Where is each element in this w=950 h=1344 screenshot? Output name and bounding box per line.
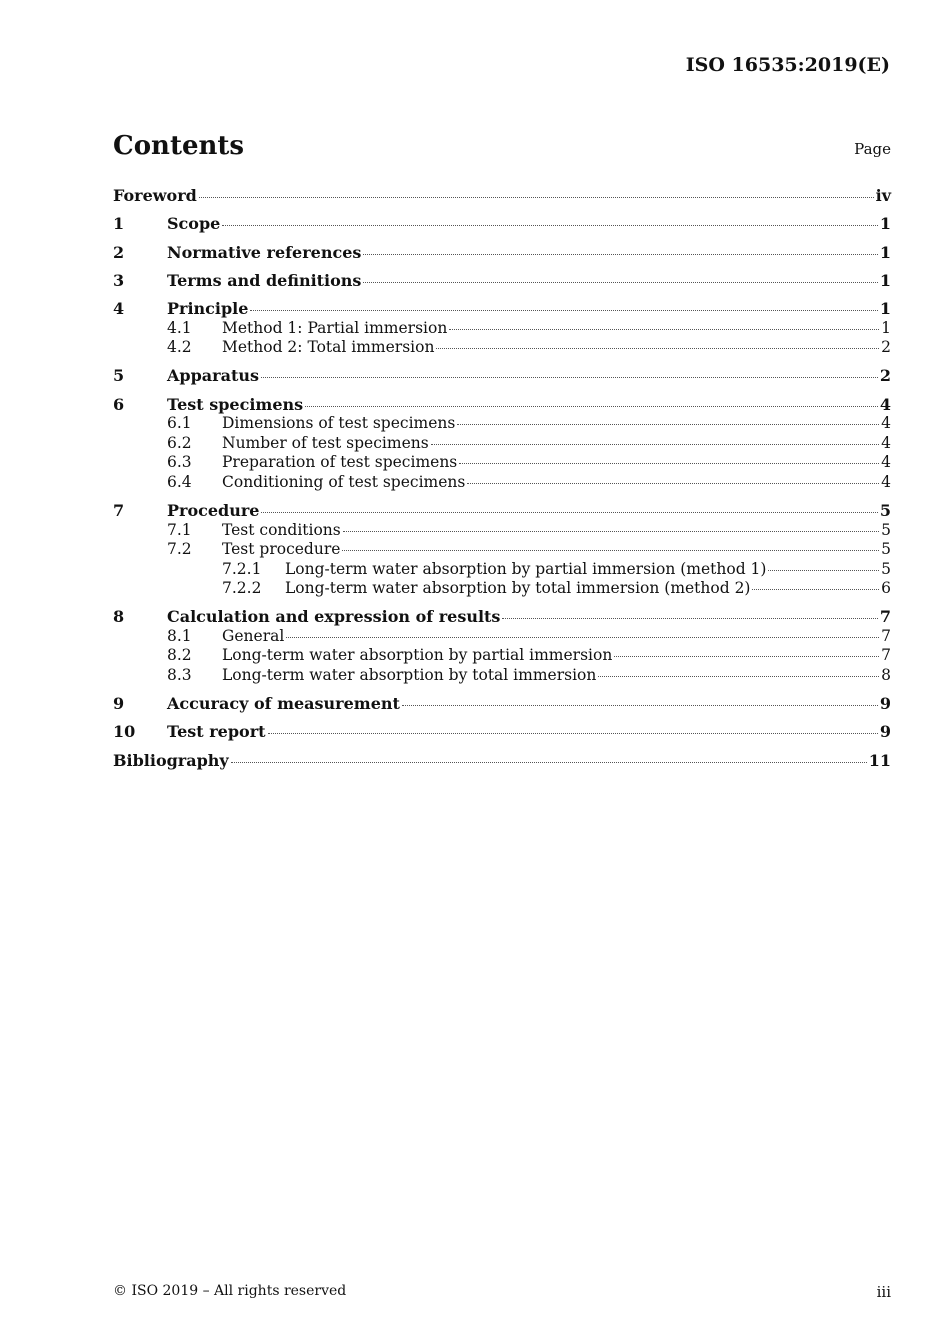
toc-entry-label: General (222, 626, 285, 645)
toc-entry-page: 7 (881, 626, 891, 645)
toc-entry-page: 1 (881, 318, 891, 337)
toc-entry-page: 7 (879, 607, 891, 627)
toc-entry-number: 6.1 (167, 414, 192, 433)
toc-entry-page: 2 (879, 366, 891, 386)
contents-heading-row (113, 131, 891, 161)
toc-entry-number: 4.1 (167, 318, 192, 337)
dot-leader (199, 197, 874, 198)
page-column-label: Page (854, 140, 891, 158)
toc-entry[interactable] (113, 751, 891, 771)
dot-leader (467, 483, 879, 484)
toc-entry[interactable] (113, 366, 891, 386)
toc-entry-page: 9 (879, 694, 891, 714)
toc-entry-number: 7.2.1 (222, 559, 262, 578)
toc-entry[interactable] (113, 627, 891, 647)
toc-entry-number: 8.1 (167, 626, 192, 645)
toc-entry-page: 2 (881, 338, 891, 357)
toc-entry[interactable] (113, 319, 891, 339)
toc-entry-page: 5 (881, 540, 891, 559)
toc-entry[interactable] (113, 214, 891, 234)
dot-leader (431, 444, 879, 445)
toc-entry-label: Test report (167, 722, 266, 742)
toc-entry-label: Test conditions (222, 520, 341, 539)
toc-entry-number: 1 (113, 214, 125, 234)
toc-entry-page: 9 (879, 722, 891, 742)
toc-entry-page: 1 (879, 299, 891, 319)
dot-leader (261, 377, 878, 378)
dot-leader (261, 512, 877, 513)
toc-entry-label: Method 2: Total immersion (222, 338, 435, 357)
toc-entry-label: Foreword (113, 186, 197, 205)
toc-entry-number: 3 (113, 270, 125, 290)
toc-entry-label: Conditioning of test specimens (222, 472, 466, 491)
toc-entry-number: 7 (113, 501, 125, 521)
toc-entry-page: 1 (879, 214, 891, 234)
toc-entry-label: Principle (167, 299, 249, 319)
dot-leader (343, 531, 879, 532)
toc-entry[interactable] (113, 722, 891, 742)
toc-entry[interactable] (113, 271, 891, 291)
toc-entry-page: 4 (879, 394, 891, 414)
toc-entry[interactable] (113, 434, 891, 454)
toc-entry[interactable] (113, 607, 891, 627)
toc-entry-number: 6.2 (167, 433, 192, 452)
toc-entry-page: 11 (868, 750, 891, 770)
toc-entry-number: 8.3 (167, 665, 192, 684)
toc-entry-label: Long-term water absorption by total immersion (method 2) (285, 579, 751, 598)
dot-leader (286, 637, 879, 638)
toc-entry-label: Procedure (167, 501, 260, 521)
dot-leader (363, 282, 877, 283)
toc-entry-number: 6.4 (167, 472, 192, 491)
toc-entry[interactable] (113, 579, 891, 599)
toc-entry[interactable] (113, 186, 891, 206)
toc-entry-page: 5 (881, 520, 891, 539)
toc-entry[interactable] (113, 243, 891, 263)
dot-leader (449, 329, 879, 330)
dot-leader (457, 424, 879, 425)
toc-entry-label: Method 1: Partial immersion (222, 318, 448, 337)
toc-entry-page: 4 (881, 453, 891, 472)
dot-leader (614, 656, 879, 657)
page-footer (113, 1283, 891, 1301)
toc-entry[interactable] (113, 540, 891, 560)
toc-entry[interactable] (113, 299, 891, 319)
toc-entry-label: Calculation and expression of results (167, 607, 501, 627)
toc-entry[interactable] (113, 395, 891, 415)
dot-leader (598, 676, 879, 677)
toc-entry-page: 5 (879, 501, 891, 521)
toc-entry-page: 8 (881, 665, 891, 684)
contents-title: Contents (113, 131, 245, 161)
toc-entry-page: 4 (881, 433, 891, 452)
toc-entry[interactable] (113, 414, 891, 434)
toc-entry-label: Bibliography (113, 750, 229, 770)
toc-entry-page: 1 (879, 270, 891, 290)
toc-entry-number: 9 (113, 694, 125, 714)
dot-leader (268, 733, 878, 734)
toc-entry-label: Test procedure (222, 540, 341, 559)
dot-leader (436, 348, 879, 349)
toc-entry-number: 5 (113, 366, 125, 386)
toc-entry-label: Long-term water absorption by partial immersion (method 1) (285, 559, 767, 578)
toc-entry-number: 10 (113, 722, 136, 742)
toc-entry[interactable] (113, 666, 891, 686)
toc-entry-number: 7.1 (167, 520, 192, 539)
dot-leader (222, 225, 878, 226)
dot-leader (502, 618, 877, 619)
toc-entry-label: Scope (167, 214, 221, 234)
toc-entry-label: Normative references (167, 242, 362, 262)
dot-leader (402, 705, 878, 706)
toc-entry-number: 7.2.2 (222, 579, 262, 598)
toc-entry-label: Long-term water absorption by partial immersion (222, 646, 613, 665)
toc-entry-page: 4 (881, 472, 891, 491)
table-of-contents (113, 186, 891, 770)
toc-entry-number: 2 (113, 242, 125, 262)
dot-leader (459, 463, 879, 464)
toc-entry-label: Accuracy of measurement (167, 694, 400, 714)
toc-entry[interactable] (113, 338, 891, 358)
dot-leader (752, 589, 879, 590)
dot-leader (250, 310, 877, 311)
toc-entry-label: Dimensions of test specimens (222, 414, 456, 433)
toc-entry-number: 4 (113, 299, 125, 319)
toc-entry-number: 7.2 (167, 540, 192, 559)
toc-entry-page: 7 (881, 646, 891, 665)
toc-entry-number: 6.3 (167, 453, 192, 472)
toc-entry-number: 4.2 (167, 338, 192, 357)
toc-entry[interactable] (113, 646, 891, 666)
toc-entry[interactable] (113, 501, 891, 521)
toc-entry[interactable] (113, 694, 891, 714)
toc-entry[interactable] (113, 473, 891, 493)
toc-entry-label: Test specimens (167, 394, 304, 414)
toc-entry-label: Preparation of test specimens (222, 453, 458, 472)
dot-leader (231, 762, 867, 763)
toc-entry-label: Long-term water absorption by total immersion (222, 665, 597, 684)
toc-entry-page: 4 (881, 414, 891, 433)
dot-leader (768, 570, 879, 571)
toc-entry-label: Number of test specimens (222, 433, 429, 452)
toc-entry-label: Terms and definitions (167, 270, 362, 290)
copyright-notice: © ISO 2019 – All rights reserved (113, 1283, 347, 1299)
toc-entry-label: Apparatus (167, 366, 259, 386)
toc-entry-page: 5 (881, 559, 891, 578)
toc-entry-number: 8.2 (167, 646, 192, 665)
document-reference: ISO 16535:2019(E) (685, 54, 890, 76)
dot-leader (342, 550, 879, 551)
dot-leader (363, 254, 877, 255)
toc-entry[interactable] (113, 453, 891, 473)
page-number: iii (876, 1283, 891, 1301)
dot-leader (305, 406, 878, 407)
toc-entry-number: 8 (113, 607, 125, 627)
toc-entry[interactable] (113, 560, 891, 580)
toc-entry-page: 6 (881, 579, 891, 598)
toc-entry-page: 1 (879, 242, 891, 262)
toc-entry-page: iv (875, 186, 891, 205)
toc-entry-number: 6 (113, 394, 125, 414)
toc-entry[interactable] (113, 521, 891, 541)
